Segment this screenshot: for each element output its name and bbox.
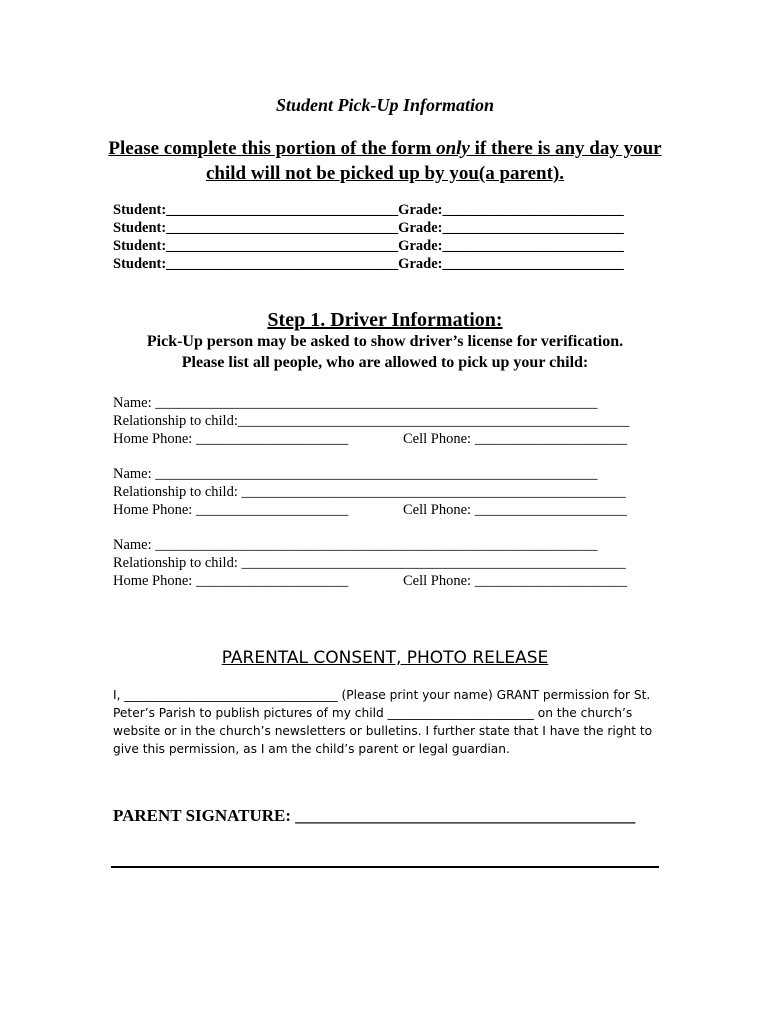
student-line-4[interactable]: Student:________________________________Grade:_________________________: [113, 256, 624, 272]
heading-part2: if there is any day your child will not be picked up by you(a parent).: [205, 138, 662, 184]
driver-3-home-phone-field[interactable]: Home Phone: _____________________: [113, 573, 349, 589]
student-line-3[interactable]: Student:________________________________Grade:_________________________: [113, 238, 624, 254]
driver-1-relationship-field[interactable]: Relationship to child:______________________________________________________: [113, 413, 630, 429]
driver-3-relationship-field[interactable]: Relationship to child: _____________________________________________________: [113, 555, 626, 571]
form-title: Student Pick-Up Information: [275, 95, 495, 115]
driver-1-home-phone-field[interactable]: Home Phone: _____________________: [113, 431, 349, 447]
student-line-1[interactable]: Student:________________________________Grade:_________________________: [113, 202, 624, 218]
bottom-divider: [111, 866, 659, 868]
driver-2-home-phone-field[interactable]: Home Phone: _____________________: [113, 502, 349, 518]
consent-text[interactable]: I, ___________________________________ (Please print your name) GRANT permission for St. Peter’s Parish to publish pictures of my child ________________________ on the church’s website or in the church’s newsletters or bulletins. I further state that I have the right to give this permission, as I am the child’s parent or legal guardian.: [113, 688, 653, 756]
heading-emphasis: only: [436, 138, 470, 159]
driver-3-name-field[interactable]: Name: _____________________________________________________________: [113, 537, 598, 553]
parent-signature-field[interactable]: PARENT SIGNATURE: ________________________________________: [113, 806, 636, 825]
driver-2-name-field[interactable]: Name: _____________________________________________________________: [113, 466, 598, 482]
step-1-subtitle-2: Please list all people, who are allowed to pick up your child:: [181, 354, 589, 371]
driver-2-cell-phone-field[interactable]: Cell Phone: _____________________: [403, 502, 627, 518]
driver-2-relationship-field[interactable]: Relationship to child: _____________________________________________________: [113, 484, 626, 500]
heading-part1: Please complete this portion of the form: [108, 138, 437, 159]
driver-1-name-field[interactable]: Name: _____________________________________________________________: [113, 395, 598, 411]
instructions-heading: [100, 136, 670, 186]
student-line-2[interactable]: Student:________________________________Grade:_________________________: [113, 220, 624, 236]
step-1-title: Step 1. Driver Information:: [267, 309, 503, 331]
step-1-subtitle-1: Pick-Up person may be asked to show driver’s license for verification.: [146, 333, 624, 350]
consent-heading: PARENTAL CONSENT, PHOTO RELEASE: [221, 648, 549, 668]
driver-3-cell-phone-field[interactable]: Cell Phone: _____________________: [403, 573, 627, 589]
driver-1-cell-phone-field[interactable]: Cell Phone: _____________________: [403, 431, 627, 447]
